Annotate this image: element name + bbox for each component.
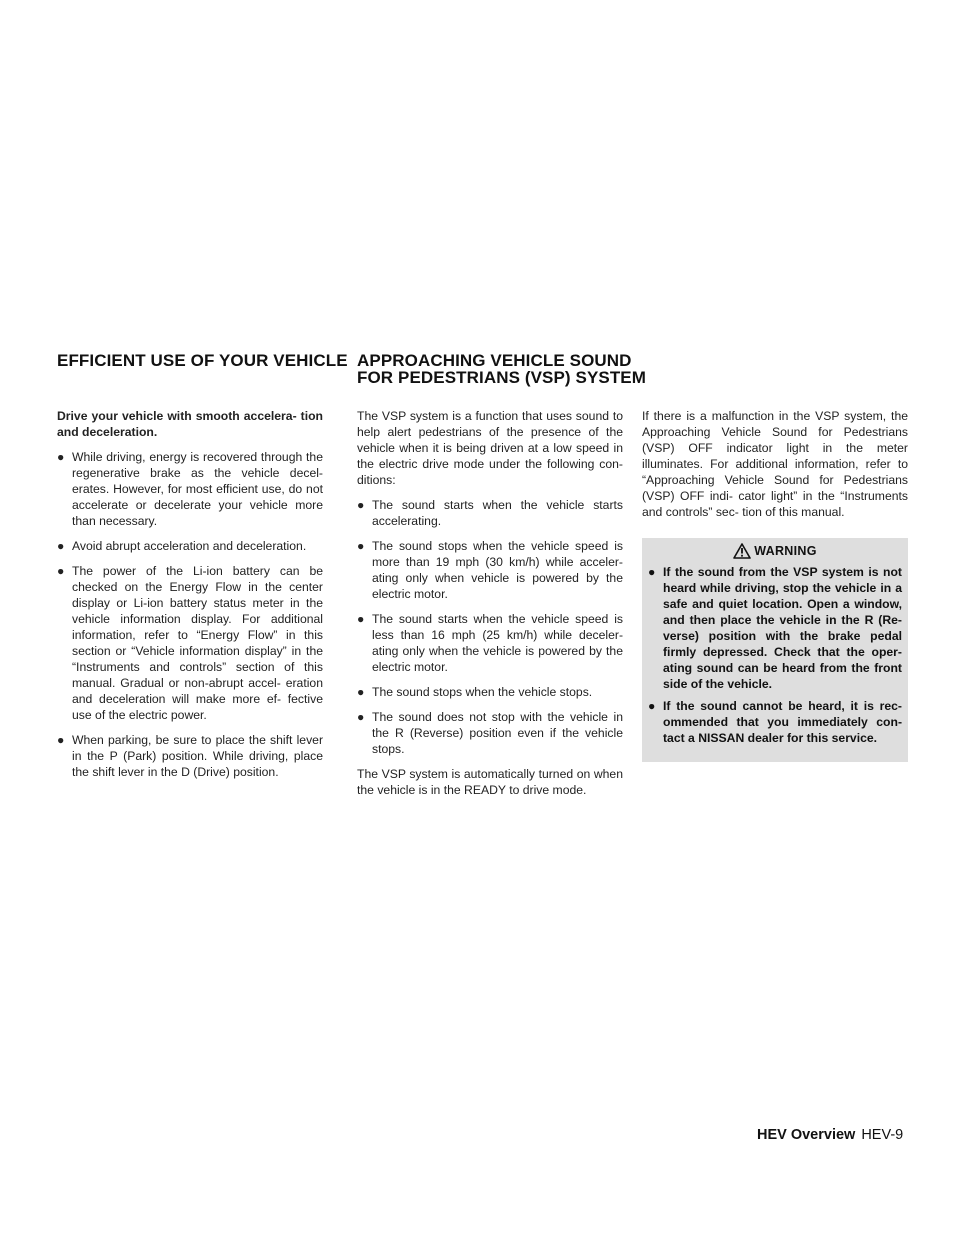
bullet-icon: ● [357, 685, 365, 699]
vsp-intro-paragraph: The VSP system is a function that uses sound to help alert pedestrians of the presence of the vehicle when it is being driven at a low speed in the electric drive mode under the following con- ditions: [357, 409, 623, 487]
bullet-icon: ● [57, 564, 65, 578]
section-title-efficient-use [57, 352, 348, 369]
vsp-closing-paragraph: The VSP system is automatically turned on when the vehicle is in the READY to drive mode. [357, 767, 623, 797]
list-item-text: If the sound cannot be heard, it is rec- ommended that you immediately con- tact a NISSAN dealer for this service. [663, 699, 902, 745]
column-vsp-description [357, 408, 623, 807]
section-title-line-2: FOR PEDESTRIANS (VSP) SYSTEM [357, 368, 647, 387]
list-item-text: While driving, energy is recovered through the regenerative brake as the vehicle decel- erates. However, for most efficient use, do not accelerate or decelerate your vehicle more than necessary. [72, 450, 323, 528]
warning-list [642, 564, 908, 746]
list-item [357, 497, 623, 529]
page-footer [757, 1127, 903, 1143]
column-efficient-use [57, 408, 323, 789]
list-item [357, 684, 623, 700]
bullet-icon: ● [648, 565, 656, 579]
bullet-icon: ● [357, 612, 365, 626]
bullet-icon: ● [57, 733, 65, 747]
list-item [648, 564, 902, 692]
warning-header [642, 538, 908, 564]
bullet-icon: ● [648, 699, 656, 713]
list-item-text: Avoid abrupt acceleration and deceleration. [72, 539, 307, 553]
footer-section-name: HEV Overview [757, 1127, 856, 1143]
lead-paragraph: Drive your vehicle with smooth accelera- tion and deceleration. [57, 409, 323, 439]
efficient-use-list [57, 449, 323, 780]
bullet-icon: ● [357, 498, 365, 512]
list-item [57, 449, 323, 529]
bullet-icon: ● [357, 539, 365, 553]
malfunction-paragraph: If there is a malfunction in the VSP system, the Approaching Vehicle Sound for Pedestrians (VSP) OFF indicator light in the meter illuminates. For additional information, refer to “Approaching Vehicle Sound for Pedestrians (VSP) OFF indi- cator light” in the “Instruments and controls” sec- tion of this manual. [642, 409, 908, 519]
warning-label: WARNING [754, 544, 817, 558]
list-item-text: The sound starts when the vehicle speed is less than 16 mph (25 km/h) while deceler- ating only when the vehicle is powered by the electric motor. [372, 612, 623, 674]
bullet-icon: ● [57, 539, 65, 553]
warning-triangle-icon [733, 543, 751, 559]
list-item-text: The sound stops when the vehicle stops. [372, 685, 593, 699]
list-item [57, 538, 323, 554]
list-item-text: The power of the Li-ion battery can be checked on the Energy Flow in the center display or Li-ion battery status meter in the vehicle information display. For additional information, refer to “Energy Flow” in this section or “Vehicle information display” in the “Instruments and controls” section of this manual. Gradual or non-abrupt accel- eration and deceleration will make more ef- fective use of the electric power. [72, 564, 323, 722]
section-title-line-1: APPROACHING VEHICLE SOUND [357, 351, 632, 370]
list-item [357, 538, 623, 602]
section-title-vsp-system [357, 352, 646, 386]
list-item-text: The sound stops when the vehicle speed is more than 19 mph (30 km/h) while acceler- ating only when vehicle is powered by the electric motor. [372, 539, 623, 601]
list-item-text: The sound does not stop with the vehicle in the R (Reverse) position even if the vehicle stops. [372, 710, 623, 756]
list-item-text: When parking, be sure to place the shift lever in the P (Park) position. While driving, place the shift lever in the D (Drive) position. [72, 733, 323, 779]
list-item-text: If the sound from the VSP system is not heard while driving, stop the vehicle in a safe and quiet location. Open a window, and then place the vehicle in the R (Re- verse) position with the brake pedal firmly depressed. Check that the oper- ating sound can be heard from the front side of the vehicle. [663, 565, 902, 691]
list-item [648, 698, 902, 746]
list-item [357, 611, 623, 675]
bullet-icon: ● [57, 450, 65, 464]
column-vsp-malfunction [642, 408, 908, 762]
list-item [57, 563, 323, 723]
section-title-text: EFFICIENT USE OF YOUR VEHICLE [57, 351, 348, 370]
list-item-text: The sound starts when the vehicle starts accelerating. [372, 498, 623, 528]
vsp-conditions-list [357, 497, 623, 757]
warning-box [642, 538, 908, 762]
footer-page-number: HEV-9 [861, 1127, 904, 1143]
list-item [357, 709, 623, 757]
list-item [57, 732, 323, 780]
bullet-icon: ● [357, 710, 365, 724]
